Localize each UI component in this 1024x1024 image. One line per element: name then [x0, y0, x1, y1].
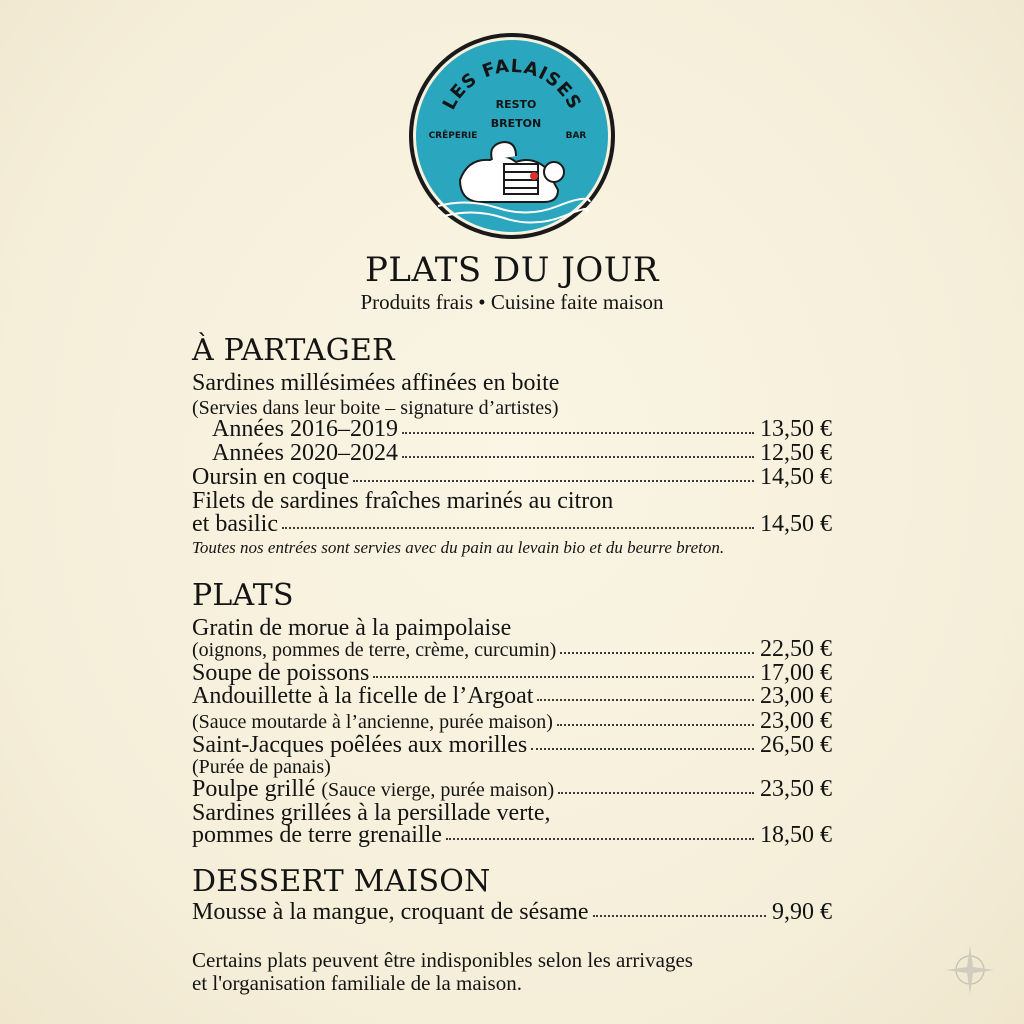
item-name: et basilic	[192, 511, 278, 537]
item-name: Années 2020–2024	[212, 440, 398, 466]
item-price: 23,00 €	[760, 683, 832, 709]
logo-badge	[408, 30, 616, 242]
item-price: 23,50 €	[760, 776, 832, 802]
poulpe-sub: (Sauce vierge, purée maison)	[321, 779, 555, 801]
item-price: 22,50 €	[760, 636, 832, 662]
menu-item-mousse	[192, 900, 832, 926]
dot-leader	[373, 672, 754, 678]
dot-leader	[557, 720, 754, 726]
filets-sardines-title: Filets de sardines fraîches marinés au citron	[192, 488, 614, 514]
saint-jacques-sub: (Purée de panais)	[192, 756, 331, 778]
page-subtitle: Produits frais • Cuisine faite maison	[360, 290, 664, 314]
logo-breton: BRETON	[490, 117, 542, 130]
page-title: PLATS DU JOUR	[365, 250, 659, 290]
item-price: 12,50 €	[760, 440, 832, 466]
item-name: Saint-Jacques poêlées aux morilles	[192, 732, 528, 758]
poulpe-name: Poulpe grillé	[192, 776, 316, 802]
menu-item-filets-sardines	[192, 512, 832, 538]
sardines-millesimees-sub: (Servies dans leur boite – signature d’artistes)	[192, 397, 559, 419]
item-name: Oursin en coque	[192, 464, 350, 490]
entrees-note: Toutes nos entrées sont servies avec du pain au levain bio et du beurre breton.	[192, 538, 725, 557]
item-price: 14,50 €	[760, 464, 832, 490]
dot-leader	[446, 834, 754, 840]
compass-rose-icon	[944, 944, 996, 996]
item-name: (Sauce moutarde à l’ancienne, purée maison)	[192, 711, 553, 733]
footer-line-1: Certains plats peuvent être indisponibles selon les arrivages	[192, 948, 693, 972]
dot-leader	[402, 452, 754, 458]
item-name: Années 2016–2019	[212, 416, 398, 442]
sardines-millesimees-title: Sardines millésimées affinées en boite	[192, 370, 560, 396]
dot-leader	[537, 695, 754, 701]
item-price: 9,90 €	[772, 899, 832, 925]
logo-creperie: CRÊPERIE	[428, 131, 478, 141]
item-price: 26,50 €	[760, 732, 832, 758]
menu-item-sardines-grillees	[192, 823, 832, 849]
menu-item-andouillette	[192, 684, 832, 710]
item-price: 23,00 €	[760, 708, 832, 734]
section-heading-partager: À PARTAGER	[192, 333, 395, 368]
footer-line-2: et l'organisation familiale de la maison.	[192, 971, 522, 995]
item-price: 17,00 €	[760, 660, 832, 686]
logo-arc-text: LES FALAISES	[438, 55, 586, 114]
item-name: Mousse à la mangue, croquant de sésame	[192, 899, 589, 925]
dot-leader	[560, 648, 754, 654]
logo-resto: RESTO	[495, 98, 537, 111]
item-price: 13,50 €	[760, 416, 832, 442]
item-name	[192, 777, 554, 802]
restaurant-logo	[408, 30, 616, 242]
item-name: Andouillette à la ficelle de l’Argoat	[192, 683, 534, 709]
dot-leader	[531, 744, 754, 750]
gratin-title: Gratin de morue à la paimpolaise	[192, 615, 512, 641]
item-name: (oignons, pommes de terre, crème, curcumin)	[192, 639, 557, 661]
section-heading-plats: PLATS	[192, 578, 294, 613]
dot-leader	[593, 911, 766, 917]
dot-leader	[558, 788, 754, 794]
item-price: 18,50 €	[760, 822, 832, 848]
dot-leader	[282, 523, 754, 529]
dot-leader	[402, 428, 754, 434]
sardines-grillees-title: Sardines grillées à la persillade verte,	[192, 800, 551, 826]
item-name: pommes de terre grenaille	[192, 822, 442, 848]
item-name: Soupe de poissons	[192, 660, 370, 686]
section-heading-dessert: DESSERT MAISON	[192, 864, 491, 899]
item-price: 14,50 €	[760, 511, 832, 537]
logo-bar: BAR	[565, 131, 587, 141]
dot-leader	[353, 476, 754, 482]
